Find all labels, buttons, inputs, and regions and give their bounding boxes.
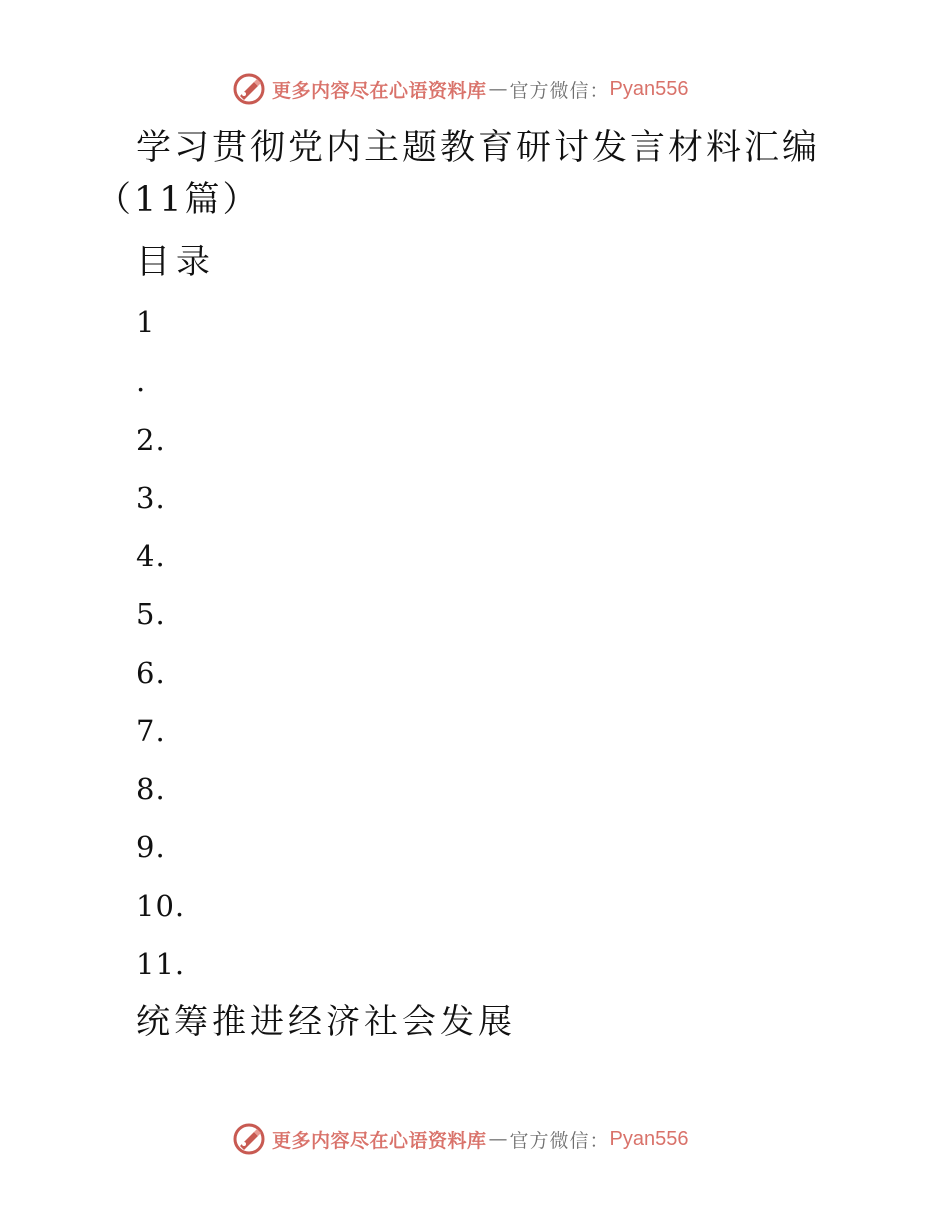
footer-watermark bbox=[232, 1122, 689, 1156]
toc-item: 3. bbox=[136, 481, 166, 515]
watermark-wechat-id: Pyan556 bbox=[609, 1127, 689, 1150]
section-heading: 统筹推进经济社会发展 bbox=[136, 1002, 516, 1042]
toc-item: 6. bbox=[136, 656, 166, 690]
toc-item: 11. bbox=[136, 947, 186, 981]
toc-item: . bbox=[136, 364, 147, 398]
header-watermark bbox=[232, 72, 689, 106]
watermark-official-label: 官方微信： bbox=[509, 1129, 610, 1152]
watermark-wechat-id: Pyan556 bbox=[609, 77, 689, 100]
watermark-official-label: 官方微信： bbox=[509, 79, 610, 102]
toc-item: 1 bbox=[136, 305, 156, 339]
toc-item: 4. bbox=[136, 539, 166, 573]
toc-item: 9. bbox=[136, 830, 166, 864]
watermark-text: 更多内容尽在心语资料库 bbox=[272, 79, 487, 102]
toc-heading: 目录 bbox=[136, 242, 216, 282]
toc-item: 8. bbox=[136, 772, 166, 806]
pen-logo-icon bbox=[232, 1122, 266, 1156]
toc-item: 5. bbox=[136, 597, 166, 631]
pen-logo-icon bbox=[232, 72, 266, 106]
watermark-text: 更多内容尽在心语资料库 bbox=[272, 1129, 487, 1152]
watermark-dash: — bbox=[488, 78, 508, 100]
document-title: 学习贯彻党内主题教育研讨发言材料汇编（11篇） bbox=[96, 128, 821, 220]
toc-item: 10. bbox=[136, 889, 186, 923]
toc-item: 2. bbox=[136, 423, 166, 457]
toc-item: 7. bbox=[136, 714, 166, 748]
watermark-dash: — bbox=[488, 1128, 508, 1150]
